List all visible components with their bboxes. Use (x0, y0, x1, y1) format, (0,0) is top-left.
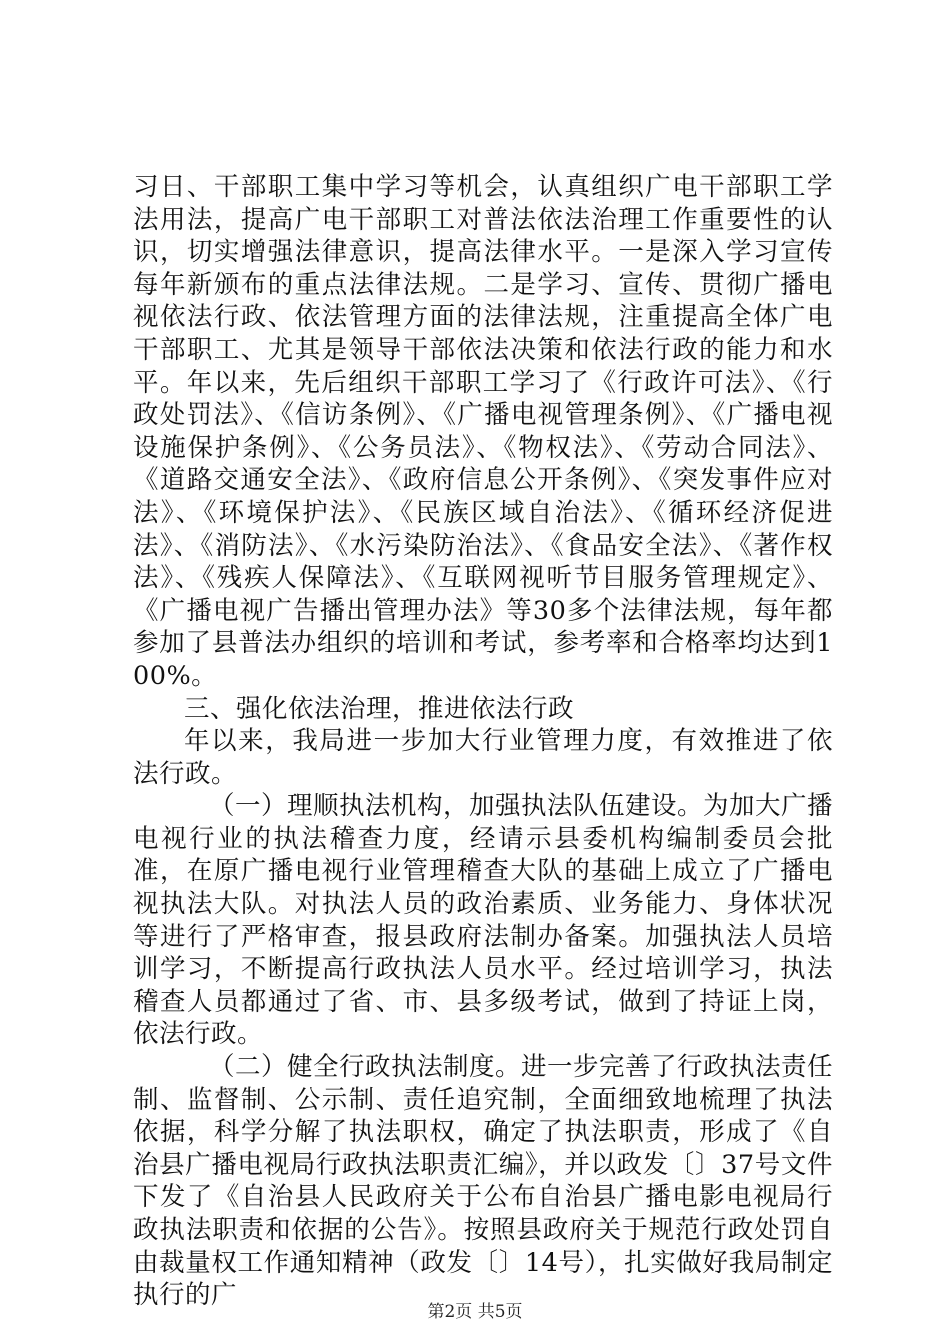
paragraph-law-study: 习日、干部职工集中学习等机会，认真组织广电干部职工学法用法，提高广电干部职工对普法依法治理工作重要性的认识，切实增强法律意识，提高法律水平。一是深入学习宣传每年新颁布的重点法律法规。二是学习、宣传、贯彻广播电视依法行政、依法管理方面的法律法规，注重提高全体广电干部职工、尤其是领导干部依法决策和依法行政的能力和水平。年以来，先后组织干部职工学习了《行政许可法》、《行政处罚法》、《信访条例》、《广播电视管理条例》、《广播电视设施保护条例》、《公务员法》、《物权法》、《劳动合同法》、《道路交通安全法》、《政府信息公开条例》、《突发事件应对法》、《环境保护法》、《民族区域自治法》、《循环经济促进法》、《消防法》、《水污染防治法》、《食品安全法》、《著作权法》、《残疾人保障法》、《互联网视听节目服务管理规定》、《广播电视广告播出管理办法》等30多个法律法规，每年都参加了县普法办组织的培训和考试，参考率和合格率均达到100%。 (133, 172, 833, 691)
section-heading: 三、强化依法治理，推进依法行政 (184, 693, 575, 724)
paragraph-enforcement-agency: （一）理顺执法机构，加强执法队伍建设。为加大广播电视行业的执法稽查力度，经请示县委机构编制委员会批准，在原广播电视行业管理稽查大队的基础上成立了广播电视执法大队。对执法人员的政治素质、业务能力、身体状况等进行了严格审查，报县政府法制办备案。加强执法人员培训学习，不断提高行政执法人员水平。经过培训学习，执法稽查人员都通过了省、市、县多级考试，做到了持证上岗，依法行政。 (133, 791, 834, 1050)
document-body (133, 171, 833, 1312)
page-footer: 第2页 共5页 (427, 1302, 523, 1322)
paragraph-enforcement-system: （二）健全行政执法制度。进一步完善了行政执法责任制、监督制、公示制、责任追究制，全面细致地梳理了执法依据，科学分解了执法职权，确定了执法职责，形成了《自治县广播电视局行政执法职责汇编》，并以政发〔〕37号文件下发了《自治县人民政府关于公布自治县广播电影电视局行政执法职责和依据的公告》。按照县政府关于规范行政处罚自由裁量权工作通知精神（政发〔〕14号），扎实做好我局制定执行的广 (133, 1052, 834, 1311)
paragraph-intro: 年以来，我局进一步加大行业管理力度，有效推进了依法行政。 (133, 726, 833, 789)
